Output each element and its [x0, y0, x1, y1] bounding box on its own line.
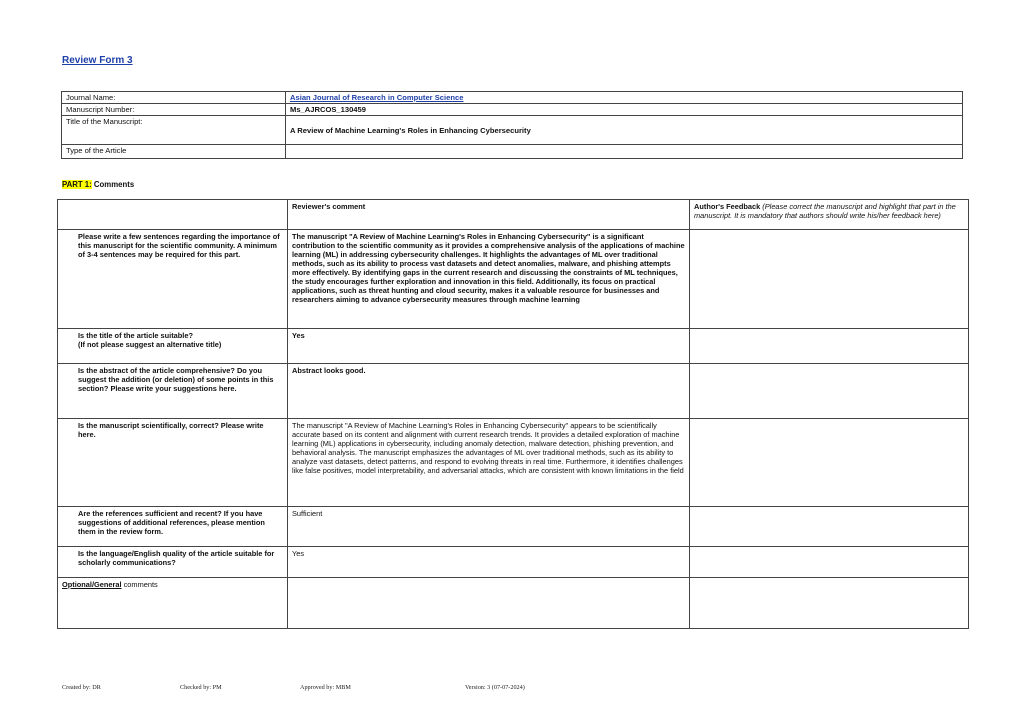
header-reviewer: Reviewer's comment: [288, 200, 690, 230]
comment-cell: Sufficient: [288, 507, 690, 547]
optional-label: [58, 578, 288, 629]
header-blank: [58, 200, 288, 230]
question-cell: Are the references sufficient and recent? If you have suggestions of additional references, please mention them in the review form.: [58, 507, 288, 547]
review-comments-table: [57, 199, 969, 629]
title-value-text: A Review of Machine Learning's Roles in Enhancing Cybersecurity: [290, 125, 531, 135]
feedback-cell[interactable]: [690, 547, 969, 578]
manuscript-info-table: [61, 91, 963, 159]
optional-feedback[interactable]: [690, 578, 969, 629]
table-row: [58, 230, 969, 329]
table-row: [58, 364, 969, 419]
question-line: Is the title of the article suitable?: [78, 331, 193, 340]
header-row: [58, 200, 969, 230]
feedback-cell[interactable]: [690, 329, 969, 364]
question-cell: [58, 329, 288, 364]
question-cell: Is the manuscript scientifically, correct? Please write here.: [58, 419, 288, 507]
optional-label-bold: Optional/General: [62, 580, 122, 589]
comment-cell: Yes: [288, 329, 690, 364]
optional-comment[interactable]: [288, 578, 690, 629]
footer-created: Created by: DR: [62, 684, 101, 691]
header-author-note: (Please correct the manuscript and highlight that part in the manuscript. It is mandatory that authors should write his/her feedback here): [694, 202, 956, 220]
comment-cell: The manuscript "A Review of Machine Learning's Roles in Enhancing Cybersecurity" appears to be scientifically accurate based on its content and alignment with current research trends. It provides a detailed exploration of machine learning (ML) applications in cybersecurity, including anomaly detection, malware detection, phishing prevention, and behavioral analysis. The manuscript emphasizes the advantages of ML over traditional methods, such as its ability to analyze vast datasets, detect patterns, and respond to evolving threats in real time. Furthermore, it identifies challenges like false positives, model interpretability, and adversarial attacks, which are consistent with known limitations in the field: [288, 419, 690, 507]
optional-label-rest: comments: [121, 580, 158, 589]
comment-cell: Yes: [288, 547, 690, 578]
part1-heading: [62, 180, 134, 189]
journal-link[interactable]: Asian Journal of Research in Computer Science: [290, 93, 464, 102]
question-cell: Is the abstract of the article comprehensive? Do you suggest the addition (or deletion) of some points in this section? Please write your suggestions here.: [58, 364, 288, 419]
form-title: Review Form 3: [62, 55, 133, 66]
title-row: [62, 116, 963, 145]
table-row: [58, 507, 969, 547]
footer-approved: Approved by: MBM: [300, 684, 351, 691]
optional-row: [58, 578, 969, 629]
comment-cell: Abstract looks good.: [288, 364, 690, 419]
type-label: Type of the Article: [62, 145, 286, 159]
manuscript-number-label: Manuscript Number:: [62, 104, 286, 116]
question-cell: Is the language/English quality of the article suitable for scholarly communications?: [58, 547, 288, 578]
part1-label: PART 1:: [62, 180, 92, 189]
type-value: [286, 145, 963, 159]
title-label: Title of the Manuscript:: [62, 116, 286, 145]
manuscript-number-row: [62, 104, 963, 116]
question-line: (If not please suggest an alternative title): [78, 340, 222, 349]
table-row: [58, 547, 969, 578]
feedback-cell[interactable]: [690, 230, 969, 329]
header-author-bold: Author's Feedback: [694, 202, 761, 211]
journal-label: Journal Name:: [62, 92, 286, 104]
question-cell: Please write a few sentences regarding the importance of this manuscript for the scientific community. A minimum of 3-4 sentences may be required for this part.: [58, 230, 288, 329]
table-row: [58, 329, 969, 364]
type-row: [62, 145, 963, 159]
manuscript-number-value: Ms_AJRCOS_130459: [286, 104, 963, 116]
journal-cell: [286, 92, 963, 104]
header-author: [690, 200, 969, 230]
footer-version: Version: 3 (07-07-2024): [465, 684, 525, 691]
table-row: [58, 419, 969, 507]
feedback-cell[interactable]: [690, 364, 969, 419]
title-value: [286, 116, 963, 145]
journal-row: [62, 92, 963, 104]
footer-checked: Checked by: PM: [180, 684, 222, 691]
feedback-cell[interactable]: [690, 507, 969, 547]
part1-suffix: Comments: [91, 180, 135, 189]
feedback-cell[interactable]: [690, 419, 969, 507]
comment-cell: The manuscript "A Review of Machine Learning's Roles in Enhancing Cybersecurity" is a significant contribution to the scientific community as it provides a comprehensive analysis of the applications of machine learning (ML) in addressing cybersecurity challenges. It highlights the advantages of ML over traditional methods, such as its ability to process vast datasets and detect anomalies, malware, and phishing attempts more effectively. By identifying gaps in the current research and discussing the constraints of ML techniques, the study encourages further exploration and innovation in this field. Additionally, its focus on practical applications, such as threat hunting and cloud security, makes it a valuable resource for businesses and researchers aiming to advance cybersecurity measures through machine learning: [288, 230, 690, 329]
